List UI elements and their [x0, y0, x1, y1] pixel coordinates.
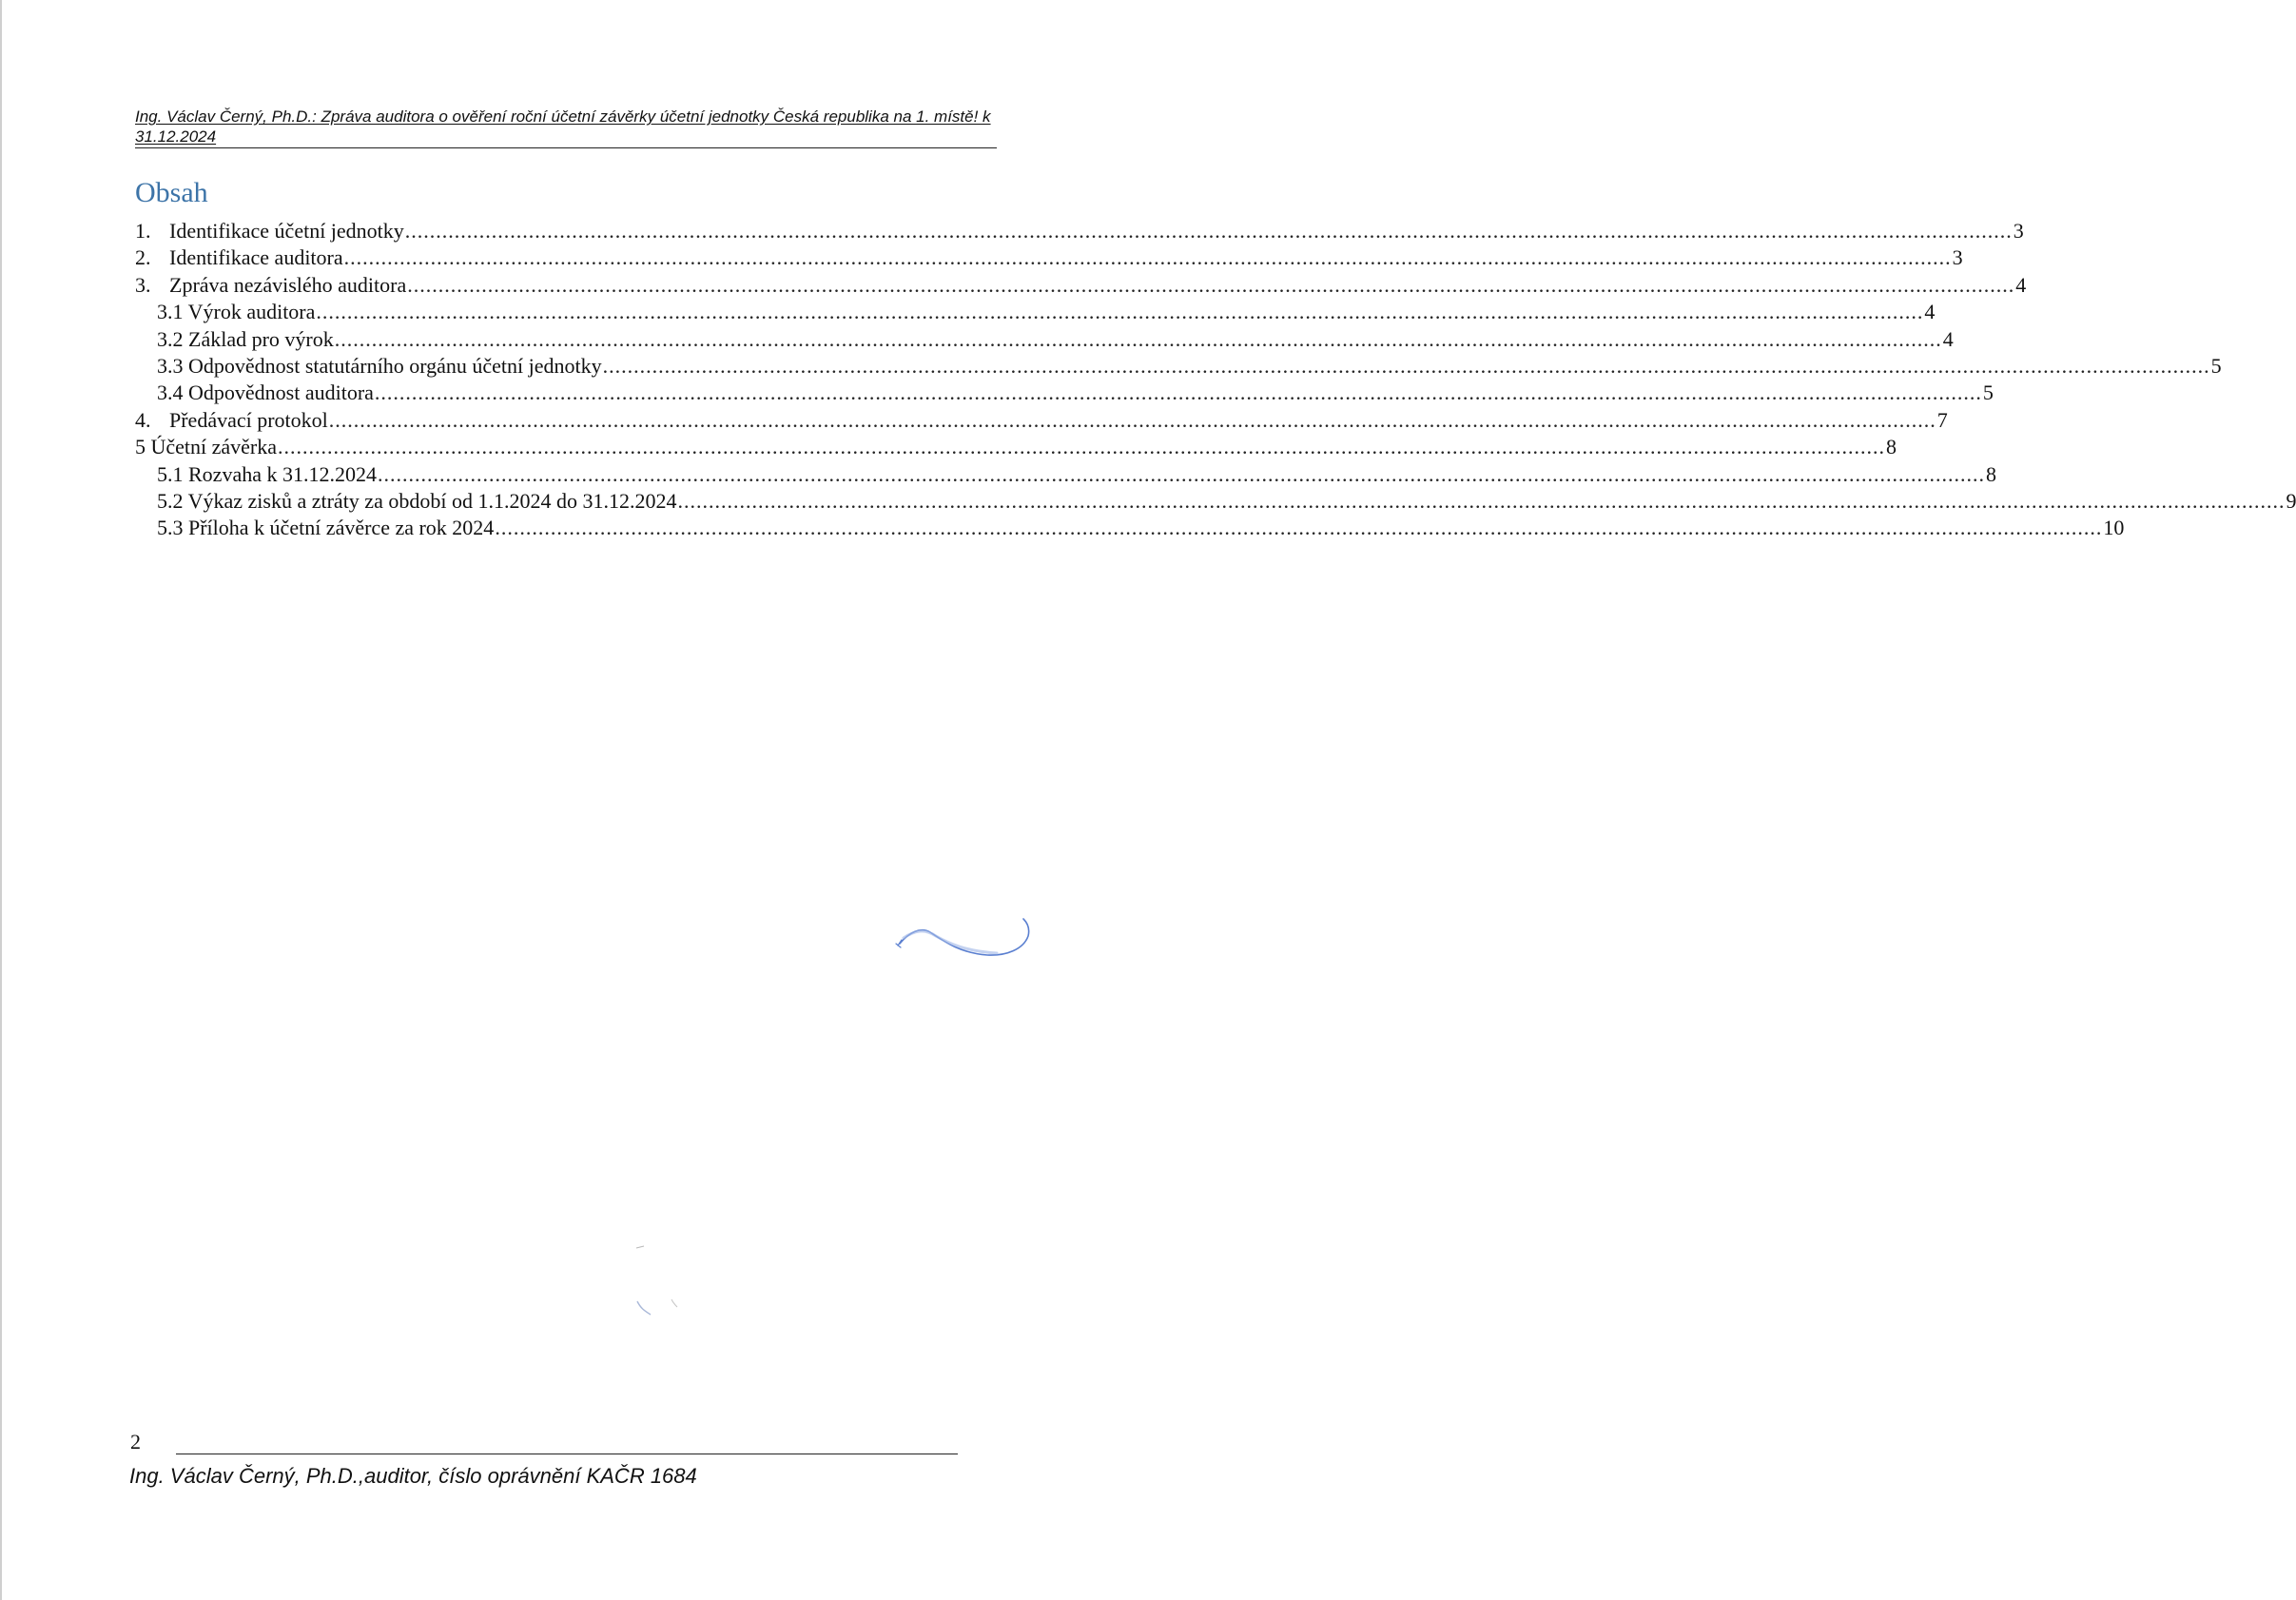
toc-entry-page: 8	[1985, 461, 1996, 486]
toc-entry-page: 5	[2210, 353, 2222, 378]
toc-entry[interactable]	[135, 244, 1963, 271]
toc-entry-page: 8	[1886, 435, 1897, 459]
toc-entry-label: 5 Účetní závěrka	[135, 435, 278, 459]
scan-speck	[635, 1244, 647, 1250]
toc-entry[interactable]	[135, 515, 2125, 541]
toc-entry-number: 3.	[135, 272, 151, 297]
toc-entry-label: 3.1 Výrok auditora	[157, 300, 316, 324]
toc-entry-page: 3	[2013, 219, 2024, 243]
toc-dot-leader: ....................................................................................................................................................................................................................................................................	[407, 272, 2015, 297]
toc-title: Obsah	[135, 177, 208, 208]
toc-dot-leader: ....................................................................................................................................................................................................................................................................	[404, 219, 2013, 243]
toc-dot-leader: ....................................................................................................................................................................................................................................................................	[328, 407, 1936, 432]
toc-dot-leader: ....................................................................................................................................................................................................................................................................	[377, 461, 1985, 486]
toc-entry[interactable]	[135, 407, 1948, 434]
toc-entry-label: 3.3 Odpovědnost statutárního orgánu účetní jednotky	[157, 353, 602, 378]
toc-entry-number: 4.	[135, 407, 151, 432]
toc-entry-number: 1.	[135, 219, 151, 243]
toc-entry[interactable]	[135, 434, 1897, 460]
scan-speck	[635, 1296, 683, 1318]
toc-entry-label: 3.2 Základ pro výrok	[157, 326, 334, 351]
toc-dot-leader: ....................................................................................................................................................................................................................................................................	[677, 488, 2286, 513]
toc-entry-page: 4	[1942, 326, 1954, 351]
toc-dot-leader: ....................................................................................................................................................................................................................................................................	[602, 353, 2210, 378]
toc-entry-label: Identifikace auditora	[169, 245, 343, 270]
table-of-contents	[135, 218, 2296, 542]
toc-entry[interactable]	[135, 461, 1996, 488]
page-number: 2	[130, 1430, 141, 1454]
toc-entry-label: 3.4 Odpovědnost auditora	[157, 380, 374, 405]
toc-entry-page: 9	[2286, 488, 2296, 513]
running-header: Ing. Václav Černý, Ph.D.: Zpráva auditora o ověření roční účetní závěrky účetní jednotky Česká republika na 1. místě! k 31.12.2024	[135, 107, 991, 146]
toc-entry-page: 3	[1952, 245, 1963, 270]
toc-entry-page: 4	[2015, 272, 2027, 297]
toc-entry-page: 7	[1936, 407, 1948, 432]
toc-dot-leader: ....................................................................................................................................................................................................................................................................	[495, 516, 2103, 540]
toc-entry[interactable]	[135, 353, 2222, 380]
toc-entry[interactable]	[135, 299, 1936, 325]
toc-entry-label: Identifikace účetní jednotky	[169, 219, 404, 243]
scan-edge	[0, 0, 2, 1600]
toc-entry[interactable]	[135, 380, 1994, 406]
toc-dot-leader: ....................................................................................................................................................................................................................................................................	[278, 435, 1886, 459]
header-rule	[135, 147, 997, 148]
toc-entry-label: Předávací protokol	[169, 407, 328, 432]
toc-dot-leader: ....................................................................................................................................................................................................................................................................	[374, 380, 1982, 405]
toc-entry-label: 5.2 Výkaz zisků a ztráty za období od 1.1.2024 do 31.12.2024	[157, 488, 677, 513]
toc-entry-page: 5	[1982, 380, 1994, 405]
toc-entry[interactable]	[135, 326, 1954, 353]
toc-entry-page: 4	[1924, 300, 1936, 324]
toc-dot-leader: ....................................................................................................................................................................................................................................................................	[334, 326, 1942, 351]
toc-entry[interactable]	[135, 218, 2024, 244]
toc-entry[interactable]	[135, 272, 2027, 299]
toc-dot-leader: ....................................................................................................................................................................................................................................................................	[316, 300, 1924, 324]
toc-entry-label: 5.3 Příloha k účetní závěrce za rok 2024	[157, 516, 495, 540]
toc-dot-leader: ....................................................................................................................................................................................................................................................................	[343, 245, 1952, 270]
toc-entry-label: Zpráva nezávislého auditora	[169, 272, 407, 297]
signature	[892, 915, 1035, 963]
footer-text: Ing. Václav Černý, Ph.D.,auditor, číslo oprávnění KAČR 1684	[129, 1464, 697, 1488]
toc-entry-label: 5.1 Rozvaha k 31.12.2024	[157, 461, 377, 486]
toc-entry-page: 10	[2103, 516, 2125, 540]
toc-entry-number: 2.	[135, 245, 151, 270]
toc-entry[interactable]	[135, 488, 2296, 515]
